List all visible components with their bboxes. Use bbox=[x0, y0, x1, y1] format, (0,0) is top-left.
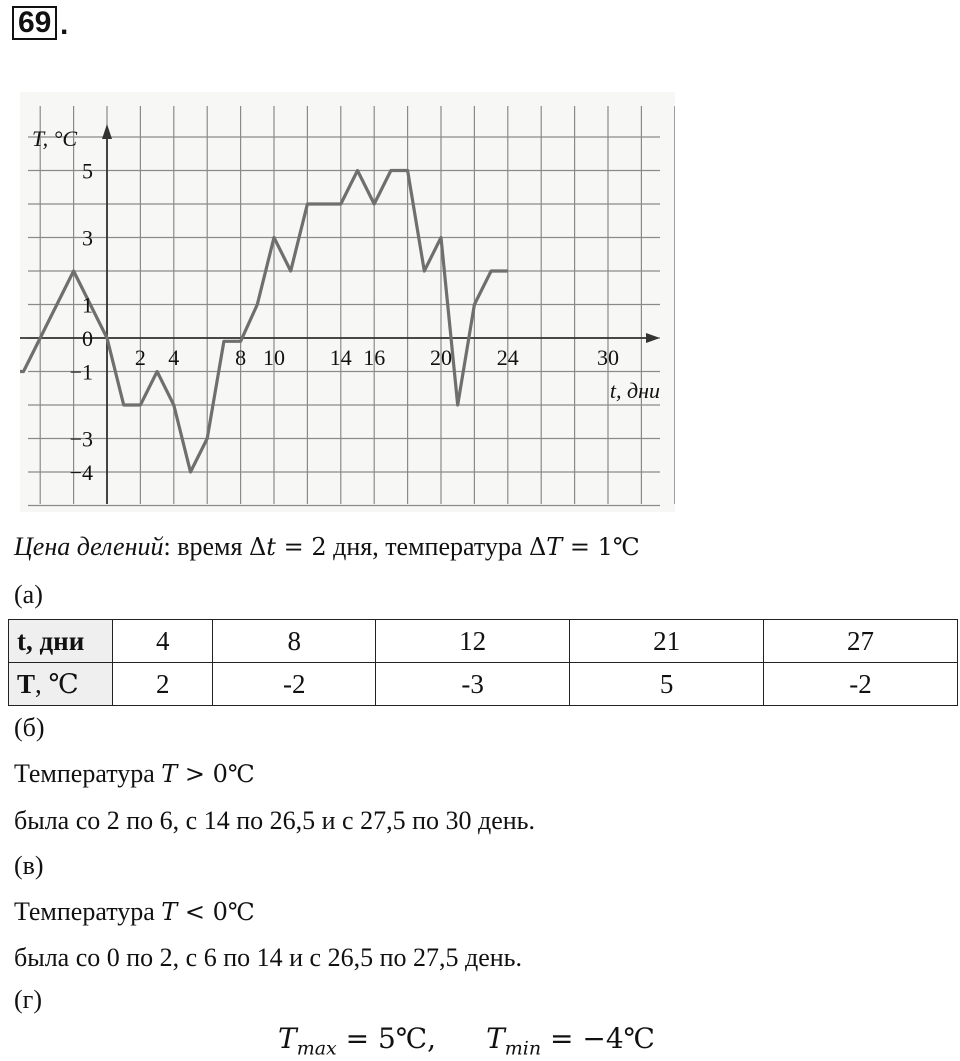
caption-delta-T: Δ bbox=[528, 533, 547, 561]
y-tick-label: 3 bbox=[82, 225, 93, 251]
tmin-var: T bbox=[486, 1022, 505, 1055]
part-v-text: была со 0 по 2, с 6 по 14 и с 26,5 по 27,5 день. bbox=[14, 943, 523, 972]
x-tick-label: 8 bbox=[235, 345, 247, 370]
graph-paper bbox=[20, 92, 675, 512]
y-tick-label: 0 bbox=[82, 326, 93, 351]
problem-number-dot: . bbox=[60, 8, 69, 41]
x-tick-label: 14 bbox=[329, 345, 352, 370]
part-v-cond: < 0℃ bbox=[177, 898, 255, 926]
T-cell: 2 bbox=[113, 663, 213, 706]
part-b-condition bbox=[14, 759, 255, 789]
caption-delta-t: Δ bbox=[248, 533, 267, 561]
T-cell: -2 bbox=[764, 663, 958, 706]
T-cell: 5 bbox=[570, 663, 764, 706]
temperature-graph bbox=[20, 92, 675, 512]
x-axis-label: t, дни bbox=[609, 378, 660, 403]
tmin-val: = −4℃ bbox=[541, 1022, 655, 1055]
tmax-val: = 5℃, bbox=[336, 1022, 437, 1055]
values-table bbox=[8, 619, 958, 706]
caption-italic: Цена делений bbox=[14, 532, 164, 561]
label-a: (а) bbox=[14, 580, 43, 609]
T-cell: -2 bbox=[213, 663, 376, 706]
row-head-T bbox=[9, 663, 113, 706]
t-cell: 27 bbox=[764, 620, 958, 663]
y-axis-label: T, °C bbox=[32, 126, 78, 151]
tmax-sub: max bbox=[296, 1037, 337, 1060]
caption-eq1: = 2 bbox=[275, 533, 327, 561]
t-cell: 8 bbox=[213, 620, 376, 663]
caption-days: дня, температура bbox=[326, 532, 529, 561]
row-head-T-var: T bbox=[17, 668, 36, 699]
y-tick-label: −3 bbox=[69, 426, 93, 452]
y-tick-label: −4 bbox=[69, 460, 93, 485]
x-tick-label: 16 bbox=[363, 345, 386, 370]
t-cell: 12 bbox=[376, 620, 570, 663]
part-b-word: Температура bbox=[14, 759, 162, 788]
problem-number: 69 bbox=[12, 6, 57, 40]
x-tick-label: 20 bbox=[430, 345, 452, 370]
x-tick-label: 30 bbox=[597, 345, 619, 370]
label-b: (б) bbox=[14, 713, 45, 742]
x-tick-label: 4 bbox=[168, 345, 180, 370]
part-b-text: была со 2 по 6, с 14 по 26,5 и с 27,5 по 30 день. bbox=[14, 806, 536, 835]
t-cell: 21 bbox=[570, 620, 764, 663]
part-v-word: Температура bbox=[14, 897, 162, 926]
y-tick-label: 5 bbox=[82, 158, 93, 184]
t-cell: 4 bbox=[113, 620, 213, 663]
part-v-condition bbox=[14, 897, 255, 927]
part-b-var: T bbox=[161, 760, 178, 788]
y-tick-label: 1 bbox=[82, 292, 93, 318]
tmax-var: T bbox=[278, 1022, 297, 1055]
part-v-var: T bbox=[161, 898, 178, 926]
table-row bbox=[9, 663, 958, 706]
caption-T: T bbox=[546, 533, 563, 561]
row-head-t: t, дни bbox=[9, 620, 113, 663]
T-cell: -3 bbox=[376, 663, 570, 706]
caption-eq2: = 1℃ bbox=[562, 533, 640, 561]
x-tick-label: 2 bbox=[134, 345, 146, 370]
scale-caption bbox=[14, 532, 640, 562]
caption-t: t bbox=[266, 533, 276, 561]
extreme-values bbox=[278, 1022, 655, 1060]
part-b-cond: > 0℃ bbox=[177, 760, 255, 788]
x-tick-label: 10 bbox=[263, 345, 285, 370]
caption-time: : время bbox=[163, 532, 249, 561]
label-g: (г) bbox=[14, 985, 42, 1014]
table-row bbox=[9, 620, 958, 663]
x-tick-label: 24 bbox=[496, 345, 519, 370]
row-head-T-unit: , ℃ bbox=[35, 668, 79, 699]
tmin-sub: min bbox=[504, 1037, 542, 1060]
y-tick-label: −1 bbox=[69, 359, 93, 385]
temperature-chart-svg bbox=[20, 92, 675, 512]
label-v: (в) bbox=[14, 851, 44, 880]
